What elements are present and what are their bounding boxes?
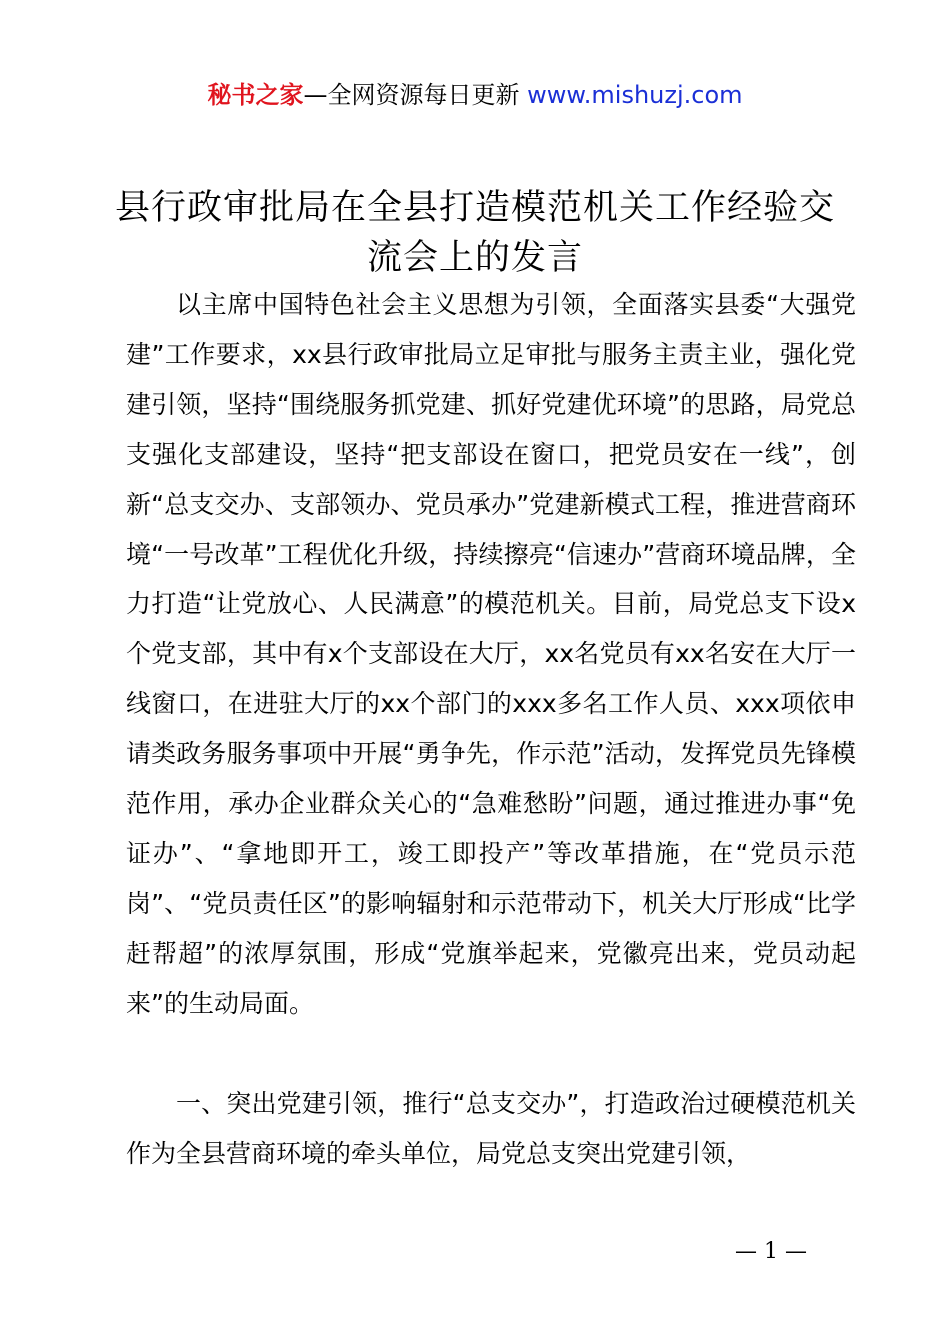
section-one-paragraph: 一、突出党建引领，推行“总支交办”，打造政治过硬模范机关作为全县营商环境的牵头单位，局党总支突出党建引领，	[126, 1089, 856, 1168]
intro-paragraph: 以主席中国特色社会主义思想为引领，全面落实县委“大强党建”工作要求，xx县行政审批局立足审批与服务主责主业，强化党建引领，坚持“围绕服务抓党建、抓好党建优环境”的思路，局党总支强化支部建设，坚持“把支部设在窗口，把党员安在一线”，创新“总支交办、支部领办、党员承办”党建新模式工程，推进营商环境“一号改革”工程优化升级，持续擦亮“信速办”营商环境品牌，全力打造“让党放心、人民满意”的模范机关。目前，局党总支下设x个党支部，其中有x个支部设在大厅，xx名党员有xx名安在大厅一线窗口，在进驻大厅的xx个部门的xxx多名工作人员、xxx项依申请类政务服务事项中开展“勇争先，作示范”活动，发挥党员先锋模范作用，承办企业群众关心的“急难愁盼”问题，通过推进办事“免证办”、“拿地即开工，竣工即投产”等改革措施，在“党员示范岗”、“党员责任区”的影响辐射和示范带动下，机关大厅形成“比学赶帮超”的浓厚氛围，形成“党旗举起来，党徽亮出来，党员动起来”的生动局面。	[126, 290, 856, 1018]
document-title: 县行政审批局在全县打造模范机关工作经验交流会上的发言	[114, 188, 835, 279]
site-header	[0, 78, 950, 112]
header-tagline: —全网资源每日更新	[303, 81, 528, 109]
site-url-link[interactable]: www.mishuzj.com	[527, 81, 743, 109]
brand-name: 秘书之家	[207, 81, 304, 109]
page-number: — 1 —	[735, 1239, 807, 1264]
